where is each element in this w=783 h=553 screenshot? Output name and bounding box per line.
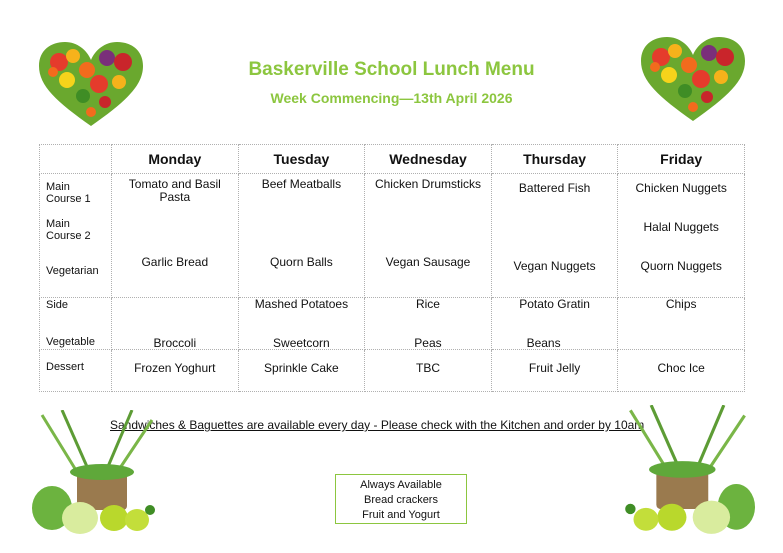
wednesday-main-cell bbox=[365, 174, 492, 298]
tuesday-dessert-cell bbox=[238, 350, 365, 392]
wednesday-main1: Chicken Drumsticks bbox=[374, 177, 481, 191]
page-title: Baskerville School Lunch Menu bbox=[248, 59, 535, 80]
tuesday-side: Mashed Potatoes bbox=[254, 297, 349, 311]
row-label-cell bbox=[40, 298, 112, 350]
friday-dessert-cell bbox=[618, 350, 745, 392]
menu-table bbox=[39, 144, 745, 392]
thursday-vegetarian: Vegan Nuggets bbox=[513, 259, 596, 273]
table-row bbox=[40, 350, 745, 392]
tuesday-main1: Beef Meatballs bbox=[261, 177, 342, 191]
monday-dessert: Frozen Yoghurt bbox=[134, 361, 216, 375]
friday-main1: Chicken Nuggets bbox=[635, 181, 727, 195]
day-header-monday: Monday bbox=[112, 145, 239, 174]
wednesday-side: Rice bbox=[415, 297, 440, 311]
wednesday-dessert-cell bbox=[365, 350, 492, 392]
day-header-tuesday: Tuesday bbox=[238, 145, 365, 174]
day-header-thursday: Thursday bbox=[491, 145, 618, 174]
label-main-course-2: Main Course 2 bbox=[46, 218, 91, 242]
monday-side-cell bbox=[112, 298, 239, 350]
day-header-wednesday: Wednesday bbox=[365, 145, 492, 174]
wednesday-dessert: TBC bbox=[415, 361, 440, 375]
table-header-row bbox=[40, 145, 745, 174]
thursday-dessert-cell bbox=[491, 350, 618, 392]
thursday-dessert: Fruit Jelly bbox=[528, 361, 581, 375]
always-available-heading: Always Available bbox=[360, 479, 442, 491]
fruit-heart-image-left bbox=[37, 40, 145, 130]
monday-main1: Tomato and Basil Pasta bbox=[128, 177, 221, 204]
label-vegetarian: Vegetarian bbox=[46, 265, 99, 277]
always-available-box bbox=[335, 474, 467, 524]
always-available-item: Fruit and Yogurt bbox=[362, 509, 440, 521]
thursday-vegetable: Beans bbox=[526, 336, 561, 350]
friday-main2: Halal Nuggets bbox=[643, 220, 719, 234]
label-main-course-1: Main Course 1 bbox=[46, 181, 91, 205]
always-available-item: Bread crackers bbox=[364, 494, 438, 506]
sandwich-notice: Sandwiches & Baguettes are available every day - Please check with the Kitchen and order by 10am bbox=[110, 418, 645, 432]
friday-main-cell bbox=[618, 174, 745, 298]
label-vegetable: Vegetable bbox=[46, 336, 95, 348]
tuesday-main-cell bbox=[238, 174, 365, 298]
page-subtitle: Week Commencing—13th April 2026 bbox=[270, 90, 513, 106]
day-header-friday: Friday bbox=[618, 145, 745, 174]
table-row bbox=[40, 174, 745, 298]
thursday-main1: Battered Fish bbox=[518, 181, 591, 195]
row-label-cell bbox=[40, 350, 112, 392]
label-side: Side bbox=[46, 299, 69, 311]
monday-vegetable: Broccoli bbox=[153, 336, 197, 350]
label-dessert: Dessert bbox=[46, 361, 84, 373]
tuesday-vegetable: Sweetcorn bbox=[273, 336, 330, 350]
table-row bbox=[40, 298, 745, 350]
friday-dessert: Choc Ice bbox=[657, 361, 705, 375]
friday-side: Chips bbox=[665, 297, 697, 311]
wednesday-vegetable: Peas bbox=[414, 336, 442, 350]
tuesday-vegetarian: Quorn Balls bbox=[270, 255, 333, 269]
vegetable-basket-image-left bbox=[32, 410, 162, 535]
row-label-cell bbox=[40, 174, 112, 298]
tuesday-dessert: Sprinkle Cake bbox=[264, 361, 339, 375]
thursday-side-cell bbox=[491, 298, 618, 350]
monday-dessert-cell bbox=[112, 350, 239, 392]
tuesday-side-cell bbox=[238, 298, 365, 350]
vegetable-basket-image-right bbox=[620, 405, 755, 535]
thursday-main-cell bbox=[491, 174, 618, 298]
wednesday-vegetarian: Vegan Sausage bbox=[385, 255, 471, 269]
friday-side-cell bbox=[618, 298, 745, 350]
monday-main-cell bbox=[112, 174, 239, 298]
friday-vegetarian: Quorn Nuggets bbox=[640, 259, 722, 273]
corner-cell bbox=[40, 145, 112, 174]
monday-vegetarian: Garlic Bread bbox=[141, 255, 209, 269]
thursday-side: Potato Gratin bbox=[519, 297, 590, 311]
